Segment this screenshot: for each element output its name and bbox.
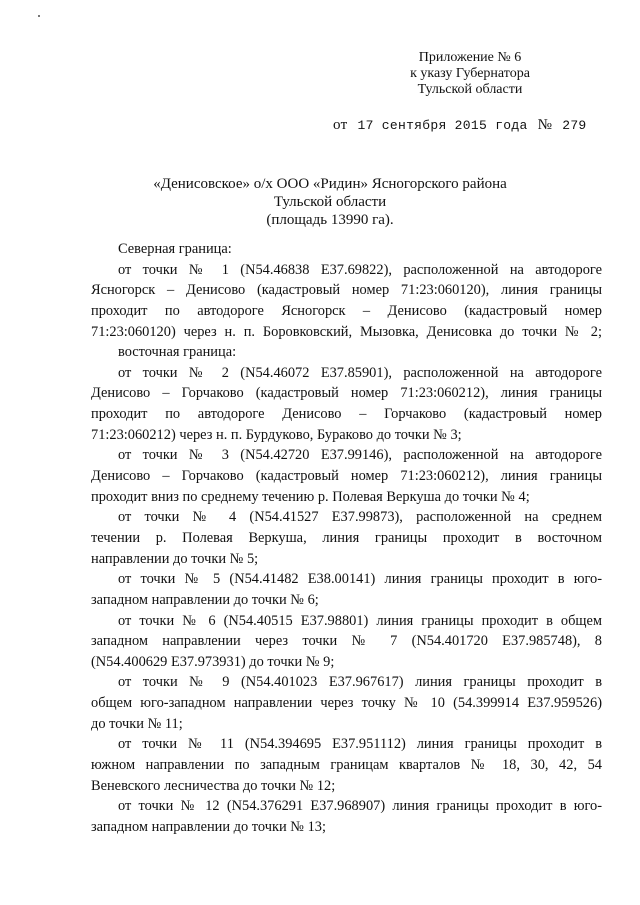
- body-line: западном направлении через точки № 7 (N54.401720 E37.985748), 8: [91, 633, 602, 650]
- body-line: от точки № 4 (N54.41527 E37.99873), расположенной на среднем: [118, 509, 602, 526]
- document-title: [120, 175, 540, 229]
- body-line: от точки № 11 (N54.394695 E37.951112) линия границы проходит в: [118, 736, 602, 753]
- title-line: «Денисовское» о/х ООО «Ридин» Ясногорского района: [153, 176, 507, 192]
- body-line: (N54.400629 E37.973931) до точки № 9;: [91, 653, 335, 670]
- body-line: от точки № 6 (N54.40515 E37.98801) линия границы проходит в общем: [118, 612, 602, 629]
- body-line: до точки № 11;: [91, 715, 183, 732]
- body-line: западном направлении до точки № 13;: [91, 818, 326, 835]
- body-line: от точки № 1 (N54.46838 E37.69822), расположенной на автодороге: [118, 261, 602, 278]
- appendix-block: [395, 50, 545, 98]
- number-sign: №: [537, 117, 553, 133]
- body-line: Северная граница:: [118, 241, 232, 257]
- appendix-line: Приложение № 6: [418, 50, 522, 65]
- body-line: западном направлении до точки № 6;: [91, 591, 319, 608]
- body-line: Денисово – Горчаково (кадастровый номер 71:23:060212), линия границы: [91, 468, 602, 485]
- body-line: южном направлении по западным границам кварталов № 18, 30, 42, 54: [91, 757, 602, 774]
- body-line: от точки № 2 (N54.46072 E37.85901), расположенной на автодороге: [118, 364, 602, 381]
- body-line: 71:23:060120) через н. п. Боровковский, Мызовка, Денисовка до точки № 2;: [91, 323, 602, 340]
- body-line: направлении до точки № 5;: [91, 550, 259, 567]
- body-line: проходит по автодороге Денисово – Горчаково (кадастровый номер: [91, 406, 602, 423]
- body-line: восточная граница:: [118, 344, 237, 361]
- body-line: Денисово – Горчаково (кадастровый номер 71:23:060212), линия границы: [91, 385, 602, 402]
- scan-speck: [38, 15, 40, 17]
- decree-stamp: [333, 117, 593, 134]
- title-line: Тульской области: [273, 194, 387, 210]
- body-line: от точки № 9 (N54.401023 E37.967617) линия границы проходит в: [118, 674, 602, 691]
- body-line: проходит по автодороге Ясногорск – Денисово (кадастровый номер: [91, 302, 602, 319]
- body-line: Ясногорск – Денисово (кадастровый номер 71:23:060120), линия границы: [91, 282, 602, 299]
- body-line: от точки № 12 (N54.376291 E37.968907) линия границы проходит в юго-: [118, 798, 602, 815]
- appendix-line: к указу Губернатора: [410, 66, 530, 81]
- title-line: (площадь 13990 га).: [266, 212, 394, 228]
- body-line: общем юго-западном направлении через точку № 10 (54.399914 E37.959526): [91, 695, 602, 712]
- body-line: Веневского лесничества до точки № 12;: [91, 777, 336, 794]
- body-line: 71:23:060212) через н. п. Бурдуково, Бураково до точки № 3;: [91, 426, 462, 443]
- decree-prefix: от: [333, 117, 348, 133]
- body-line: от точки № 3 (N54.42720 E37.99146), расположенной на автодороге: [118, 447, 602, 464]
- decree-date: 17 сентября 2015 года: [357, 118, 528, 133]
- body-line: от точки № 5 (N54.41482 E38.00141) линия границы проходит в юго-: [118, 571, 602, 588]
- appendix-line: Тульской области: [417, 82, 523, 97]
- boundary-description: [91, 239, 602, 838]
- body-line: течении р. Полевая Веркуша, линия границы проходит в восточном: [91, 529, 602, 546]
- decree-number: 279: [562, 118, 587, 133]
- body-line: проходит вниз по среднему течению р. Полевая Веркуша до точки № 4;: [91, 488, 530, 505]
